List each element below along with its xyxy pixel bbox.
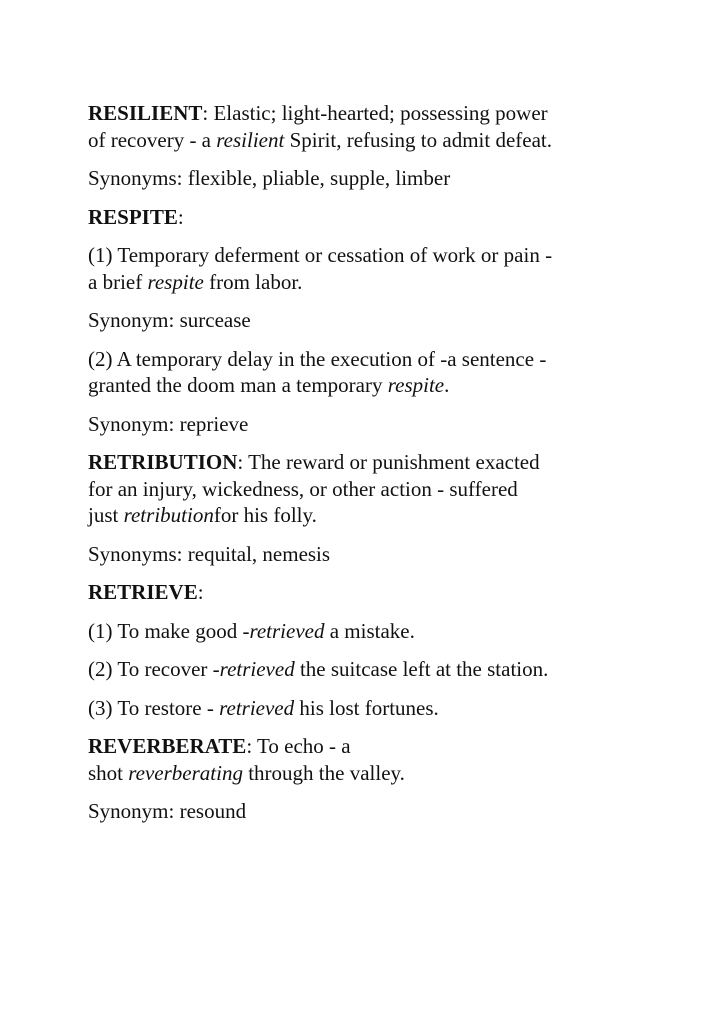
entry-line [88,372,648,399]
entry-retribution [88,449,648,529]
entry-text: his lost fortunes. [294,695,439,720]
entry-text: the suitcase left at the station. [294,657,549,681]
entry-text: (3) To restore - [88,695,220,720]
entry-line [88,733,648,760]
entry-term: RETRIBUTION [88,450,238,474]
entry-text: (1) To make good - [88,618,250,643]
entry-text: of recovery - a [88,127,217,152]
sense-2 [88,656,648,683]
entry-example-word: resilient [216,127,285,152]
entry-colon: : [197,580,204,604]
document-page [88,100,648,837]
entry-resilient [88,100,648,153]
entry-respite [88,204,648,231]
synonyms-line: Synonym: surcease [88,308,251,332]
entry-text: shot [88,760,129,785]
entry-example-word: respite [147,269,204,294]
entry-line: (1) Temporary deferment or cessation of work or pain - [88,243,553,267]
entry-definition: : Elastic; light-hearted; possessing power [202,101,548,125]
entry-line [88,502,648,529]
sense-1 [88,618,648,645]
entry-definition: : The reward or punishment exacted [237,450,540,474]
entry-example-word: retrieved [219,695,295,720]
synonyms-line: Synonyms: flexible, pliable, supple, limber [88,166,451,190]
sense-2 [88,346,648,399]
entry-example-word: retrieved [219,657,295,681]
entry-text: granted the doom man a temporary [88,373,388,397]
sense-3 [88,695,648,722]
entry-line: (2) A temporary delay in the execution of -a sentence - [88,346,547,371]
entry-line [88,100,648,127]
entry-example-word: reverberating [128,760,243,785]
entry-term: REVERBERATE [88,734,247,758]
entry-example-word: retribution [123,503,214,527]
entry-text: through the valley. [242,760,405,785]
entry-line [88,127,648,154]
sense-1 [88,242,648,295]
entry-example-word: retrieved [249,618,325,643]
entry-text: . [444,373,450,397]
entry-term: RETRIEVE [88,580,198,604]
entry-example-word: respite [387,373,445,397]
entry-term: RESPITE [88,204,178,229]
entry-text: for his folly. [213,503,317,527]
entry-reverberate [88,733,648,786]
entry-line [88,760,648,787]
entry-definition: : To echo - a [246,734,351,758]
entry-text: from labor. [203,269,303,294]
entry-term: RESILIENT [88,101,203,125]
entry-text: (2) To recover - [88,657,220,681]
entry-line: for an injury, wickedness, or other action - suffered [88,476,518,501]
entry-line [88,449,648,476]
entry-retrieve [88,579,648,606]
synonyms-line: Synonym: resound [88,799,247,823]
entry-line [88,269,648,296]
synonyms-line: Synonyms: requital, nemesis [88,541,331,566]
synonyms-line: Synonym: reprieve [88,411,249,436]
entry-text: just [88,503,124,527]
entry-text: a brief [88,269,148,294]
entry-text: Spirit, refusing to admit defeat. [284,127,553,152]
entry-colon: : [177,204,184,229]
entry-text: a mistake. [324,618,415,643]
